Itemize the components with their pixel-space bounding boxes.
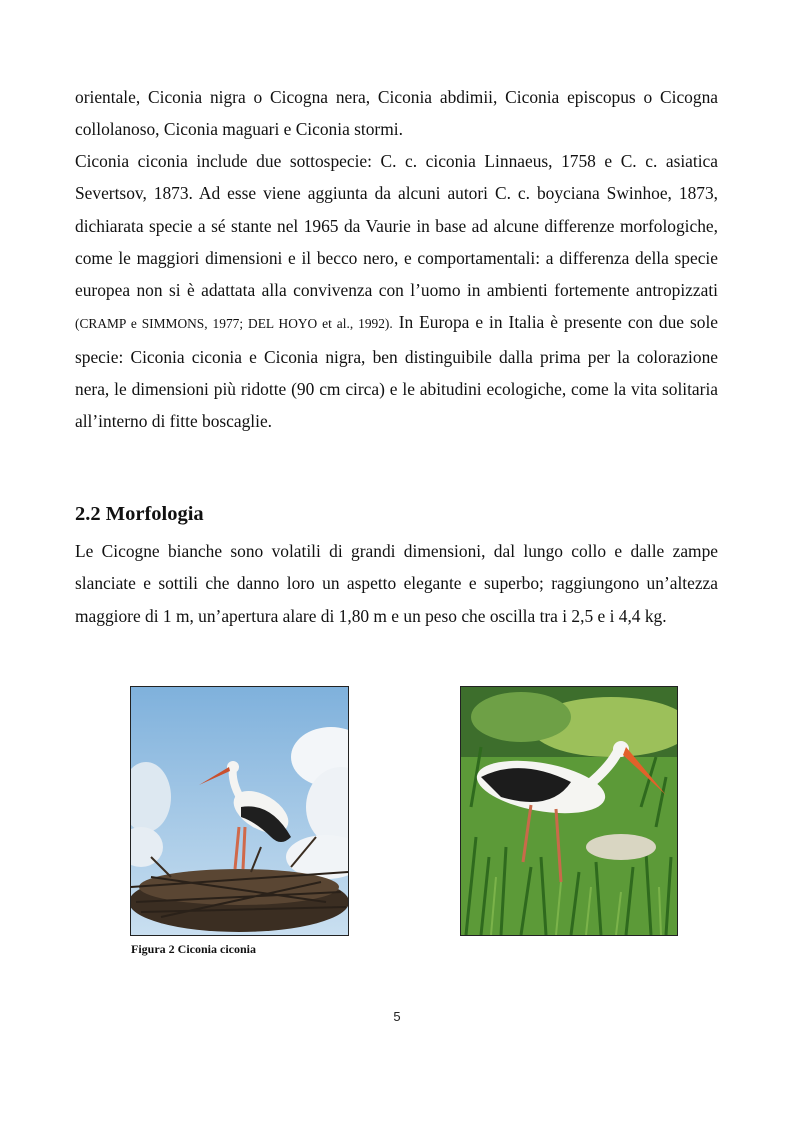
paragraph-text: Le Cicogne bianche sono volatili di grandi dimensioni, dal lungo collo e dalle zampe slanciate e sottili che danno loro un aspetto elegante e superbo; raggiungono un’altezza maggiore di 1 m, un’apertura alare di 1,80 m e un peso che oscilla tra i 2,5 e i 4,4 kg.	[75, 541, 718, 626]
stork-in-grass-photo	[460, 686, 678, 936]
paragraph-morphology	[75, 535, 718, 632]
section-heading: 2.2 Morfologia	[75, 503, 204, 525]
paragraph-species-list	[75, 81, 718, 146]
paragraph-text: orientale, Ciconia nigra o Cicogna nera, Ciconia abdimii, Ciconia episcopus o Cicogna collolanoso, Ciconia maguari e Ciconia stormi.	[75, 87, 718, 140]
paragraph-text: In Europa e in Italia è presente con due sole specie: Ciconia ciconia e Ciconia nigra, ben distinguibile dalla prima per la colorazione nera, le dimensioni più ridotte (90 cm circa) e le abitudini ecologiche, come la vita solitaria all’interno di fitte boscaglie.	[75, 312, 718, 432]
figure-caption: Figura 2 Ciconia ciconia	[131, 942, 256, 956]
paragraph-subspecies	[75, 145, 718, 438]
stork-on-nest-photo	[130, 686, 349, 936]
paragraph-text: Ciconia ciconia include due sottospecie: C. c. ciconia Linnaeus, 1758 e C. c. asiatica Severtsov, 1873. Ad esse viene aggiunta da alcuni autori C. c. boyciana Swinhoe, 1873, dichiarata specie a sé stante nel 1965 da Vaurie in base ad alcune differenze morfologiche, come le maggiori dimensioni e il becco nero, e comportamentali: a differenza della specie europea non si è adattata alla convivenza con l’uomo in ambienti fortemente antropizzati	[75, 151, 718, 301]
page-number: 5	[393, 1009, 401, 1024]
citation: (CRAMP e SIMMONS, 1977; DEL HOYO et al., 1992).	[75, 316, 393, 332]
